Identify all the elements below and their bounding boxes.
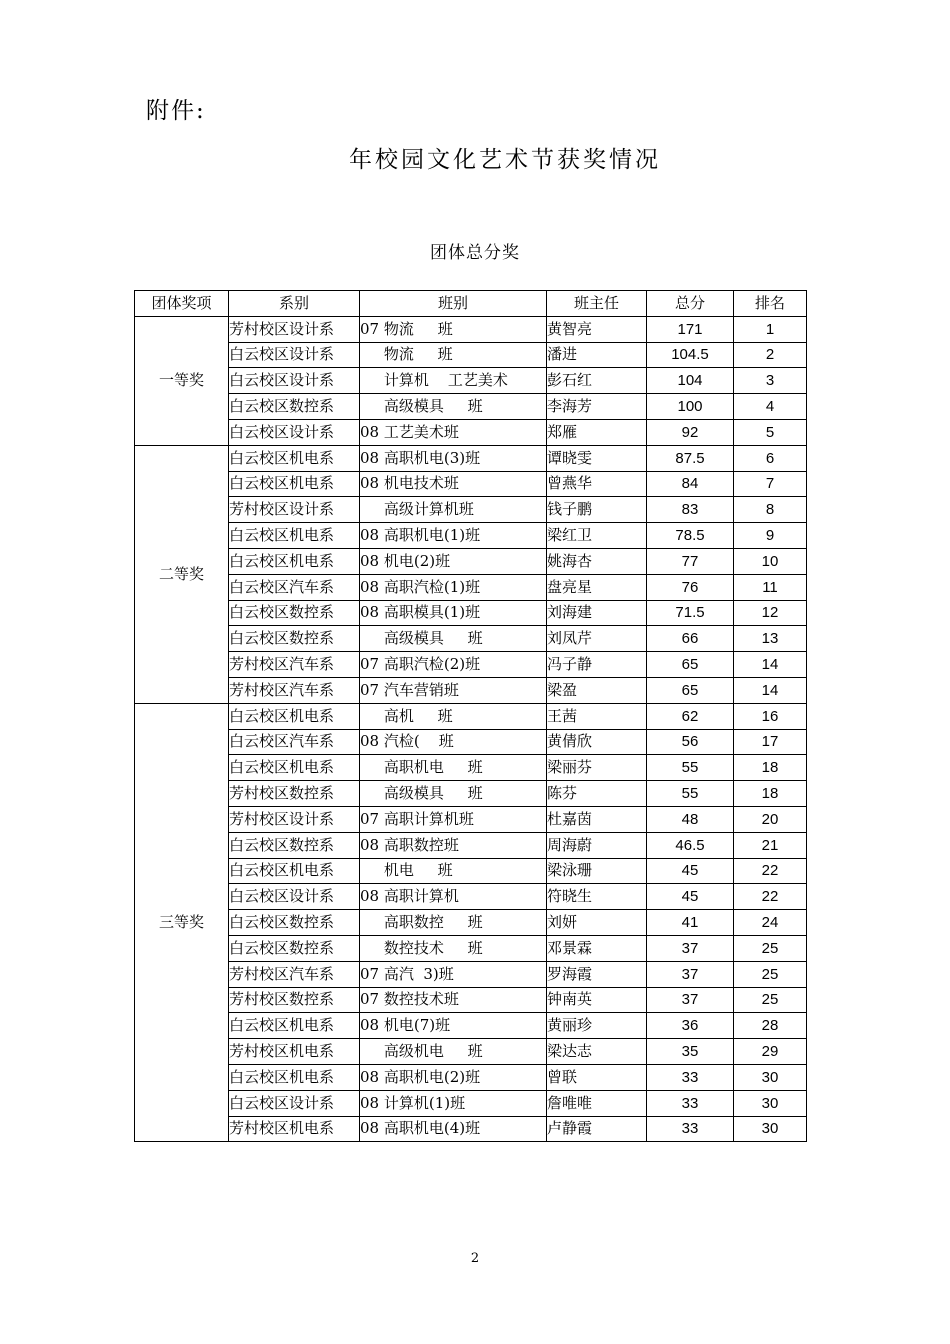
teacher-cell: 王茜 [547,703,647,729]
rank-cell: 8 [734,497,807,523]
rank-cell: 4 [734,394,807,420]
teacher-cell: 周海蔚 [547,832,647,858]
teacher-cell: 詹唯唯 [547,1090,647,1116]
department-cell: 芳村校区机电系 [229,1116,360,1142]
department-cell: 白云校区机电系 [229,755,360,781]
teacher-cell: 黄丽珍 [547,1013,647,1039]
class-cell: 高级机电 班 [360,1039,547,1065]
score-cell: 84 [647,471,734,497]
teacher-cell: 曾燕华 [547,471,647,497]
score-cell: 45 [647,884,734,910]
department-cell: 白云校区机电系 [229,548,360,574]
table-row [135,1090,807,1116]
rank-cell: 22 [734,858,807,884]
table-row [135,1039,807,1065]
score-cell: 62 [647,703,734,729]
teacher-cell: 梁达志 [547,1039,647,1065]
class-cell: 08 高职计算机 [360,884,547,910]
department-cell: 芳村校区汽车系 [229,652,360,678]
rank-cell: 25 [734,987,807,1013]
table-row [135,342,807,368]
department-cell: 芳村校区机电系 [229,1039,360,1065]
score-cell: 55 [647,755,734,781]
teacher-cell: 谭晓雯 [547,445,647,471]
table-body [135,316,807,1142]
table-row [135,1116,807,1142]
department-cell: 芳村校区设计系 [229,316,360,342]
attachment-label: 附件: [146,98,206,124]
class-cell: 08 高职模具(1)班 [360,600,547,626]
rank-cell: 29 [734,1039,807,1065]
department-cell: 白云校区数控系 [229,832,360,858]
table-row [135,652,807,678]
table-row [135,626,807,652]
rank-cell: 10 [734,548,807,574]
teacher-cell: 郑雁 [547,419,647,445]
page-number: 2 [470,1251,480,1266]
rank-cell: 1 [734,316,807,342]
department-cell: 白云校区机电系 [229,703,360,729]
department-cell: 白云校区汽车系 [229,574,360,600]
teacher-cell: 梁红卫 [547,523,647,549]
teacher-cell: 曾联 [547,1064,647,1090]
score-cell: 171 [647,316,734,342]
department-cell: 白云校区机电系 [229,1064,360,1090]
rank-cell: 11 [734,574,807,600]
table-row [135,497,807,523]
class-cell: 08 高职机电(1)班 [360,523,547,549]
table-row [135,910,807,936]
score-cell: 104 [647,368,734,394]
class-cell: 高级模具 班 [360,781,547,807]
rank-cell: 25 [734,935,807,961]
department-cell: 白云校区数控系 [229,910,360,936]
rank-cell: 25 [734,961,807,987]
score-cell: 33 [647,1116,734,1142]
rank-cell: 6 [734,445,807,471]
table-row [135,935,807,961]
teacher-cell: 姚海杏 [547,548,647,574]
teacher-cell: 盘亮星 [547,574,647,600]
rank-cell: 24 [734,910,807,936]
rank-cell: 13 [734,626,807,652]
department-cell: 芳村校区数控系 [229,781,360,807]
score-cell: 66 [647,626,734,652]
class-cell: 08 机电(2)班 [360,548,547,574]
score-cell: 78.5 [647,523,734,549]
teacher-cell: 黄智亮 [547,316,647,342]
rank-cell: 16 [734,703,807,729]
score-cell: 33 [647,1064,734,1090]
class-cell: 物流 班 [360,342,547,368]
header-class: 班别 [360,291,547,317]
rank-cell: 17 [734,729,807,755]
class-cell: 机电 班 [360,858,547,884]
table-row [135,419,807,445]
score-cell: 77 [647,548,734,574]
table-row [135,1064,807,1090]
class-cell: 08 高职机电(3)班 [360,445,547,471]
class-cell: 08 高职汽检(1)班 [360,574,547,600]
rank-cell: 30 [734,1116,807,1142]
score-cell: 92 [647,419,734,445]
table-row [135,316,807,342]
department-cell: 芳村校区设计系 [229,806,360,832]
table-row [135,832,807,858]
teacher-cell: 陈芬 [547,781,647,807]
teacher-cell: 钱子鹏 [547,497,647,523]
class-cell: 08 机电(7)班 [360,1013,547,1039]
teacher-cell: 刘妍 [547,910,647,936]
score-cell: 76 [647,574,734,600]
table-row [135,806,807,832]
table-row [135,574,807,600]
class-cell: 07 高职汽检(2)班 [360,652,547,678]
teacher-cell: 符晓生 [547,884,647,910]
department-cell: 白云校区设计系 [229,1090,360,1116]
teacher-cell: 黄倩欣 [547,729,647,755]
department-cell: 白云校区机电系 [229,445,360,471]
department-cell: 芳村校区数控系 [229,987,360,1013]
class-cell: 高级计算机班 [360,497,547,523]
table-row [135,781,807,807]
teacher-cell: 邓景霖 [547,935,647,961]
department-cell: 白云校区设计系 [229,884,360,910]
header-department: 系别 [229,291,360,317]
score-cell: 33 [647,1090,734,1116]
table-row [135,729,807,755]
teacher-cell: 卢静霞 [547,1116,647,1142]
award-tier-cell: 三等奖 [135,703,229,1142]
header-score: 总分 [647,291,734,317]
award-tier-cell: 二等奖 [135,445,229,703]
score-cell: 46.5 [647,832,734,858]
teacher-cell: 冯子静 [547,652,647,678]
rank-cell: 20 [734,806,807,832]
score-cell: 71.5 [647,600,734,626]
department-cell: 白云校区数控系 [229,935,360,961]
rank-cell: 28 [734,1013,807,1039]
teacher-cell: 钟南英 [547,987,647,1013]
class-cell: 07 汽车营销班 [360,677,547,703]
teacher-cell: 梁泳珊 [547,858,647,884]
table-row [135,987,807,1013]
rank-cell: 9 [734,523,807,549]
rank-cell: 18 [734,755,807,781]
department-cell: 白云校区数控系 [229,600,360,626]
class-cell: 高级模具 班 [360,394,547,420]
class-cell: 高机 班 [360,703,547,729]
score-cell: 87.5 [647,445,734,471]
class-cell: 08 汽检( 班 [360,729,547,755]
class-cell: 07 高汽 3)班 [360,961,547,987]
score-cell: 83 [647,497,734,523]
award-table [134,290,807,1142]
header-row [135,291,807,317]
award-tier-cell: 一等奖 [135,316,229,445]
class-cell: 08 工艺美术班 [360,419,547,445]
rank-cell: 14 [734,652,807,678]
rank-cell: 30 [734,1090,807,1116]
table-row [135,600,807,626]
score-cell: 41 [647,910,734,936]
table-row [135,884,807,910]
document-title: 年校园文化艺术节获奖情况 [349,147,661,173]
class-cell: 高职机电 班 [360,755,547,781]
rank-cell: 18 [734,781,807,807]
table-row [135,445,807,471]
teacher-cell: 罗海霞 [547,961,647,987]
department-cell: 白云校区设计系 [229,342,360,368]
class-cell: 07 数控技术班 [360,987,547,1013]
score-cell: 48 [647,806,734,832]
score-cell: 37 [647,961,734,987]
class-cell: 计算机 工艺美术 [360,368,547,394]
rank-cell: 14 [734,677,807,703]
table-row [135,703,807,729]
teacher-cell: 杜嘉茵 [547,806,647,832]
class-cell: 数控技术 班 [360,935,547,961]
score-cell: 104.5 [647,342,734,368]
rank-cell: 7 [734,471,807,497]
rank-cell: 21 [734,832,807,858]
header-award: 团体奖项 [135,291,229,317]
class-cell: 08 高职机电(2)班 [360,1064,547,1090]
rank-cell: 2 [734,342,807,368]
table-row [135,677,807,703]
table-row [135,523,807,549]
teacher-cell: 李海芳 [547,394,647,420]
class-cell: 08 计算机(1)班 [360,1090,547,1116]
department-cell: 芳村校区设计系 [229,497,360,523]
score-cell: 55 [647,781,734,807]
department-cell: 白云校区机电系 [229,471,360,497]
score-cell: 56 [647,729,734,755]
department-cell: 白云校区机电系 [229,858,360,884]
class-cell: 高职数控 班 [360,910,547,936]
table-row [135,368,807,394]
teacher-cell: 刘海建 [547,600,647,626]
teacher-cell: 潘进 [547,342,647,368]
class-cell: 07 物流 班 [360,316,547,342]
class-cell: 07 高职计算机班 [360,806,547,832]
score-cell: 36 [647,1013,734,1039]
rank-cell: 30 [734,1064,807,1090]
department-cell: 白云校区机电系 [229,1013,360,1039]
rank-cell: 5 [734,419,807,445]
header-teacher: 班主任 [547,291,647,317]
table-row [135,961,807,987]
score-cell: 100 [647,394,734,420]
rank-cell: 22 [734,884,807,910]
department-cell: 白云校区设计系 [229,368,360,394]
teacher-cell: 刘凤芹 [547,626,647,652]
header-rank: 排名 [734,291,807,317]
class-cell: 08 高职机电(4)班 [360,1116,547,1142]
department-cell: 白云校区设计系 [229,419,360,445]
table-header [135,291,807,317]
department-cell: 芳村校区汽车系 [229,961,360,987]
teacher-cell: 彭石红 [547,368,647,394]
rank-cell: 3 [734,368,807,394]
table-row [135,858,807,884]
department-cell: 白云校区数控系 [229,626,360,652]
score-cell: 65 [647,652,734,678]
class-cell: 08 高职数控班 [360,832,547,858]
table-row [135,394,807,420]
teacher-cell: 梁盈 [547,677,647,703]
department-cell: 白云校区汽车系 [229,729,360,755]
score-cell: 37 [647,935,734,961]
score-cell: 65 [647,677,734,703]
rank-cell: 12 [734,600,807,626]
table-row [135,755,807,781]
department-cell: 芳村校区汽车系 [229,677,360,703]
department-cell: 白云校区机电系 [229,523,360,549]
teacher-cell: 梁丽芬 [547,755,647,781]
table-row [135,548,807,574]
score-cell: 35 [647,1039,734,1065]
department-cell: 白云校区数控系 [229,394,360,420]
table-caption: 团体总分奖 [430,243,520,263]
table-row [135,471,807,497]
score-cell: 37 [647,987,734,1013]
class-cell: 08 机电技术班 [360,471,547,497]
score-cell: 45 [647,858,734,884]
class-cell: 高级模具 班 [360,626,547,652]
table-row [135,1013,807,1039]
